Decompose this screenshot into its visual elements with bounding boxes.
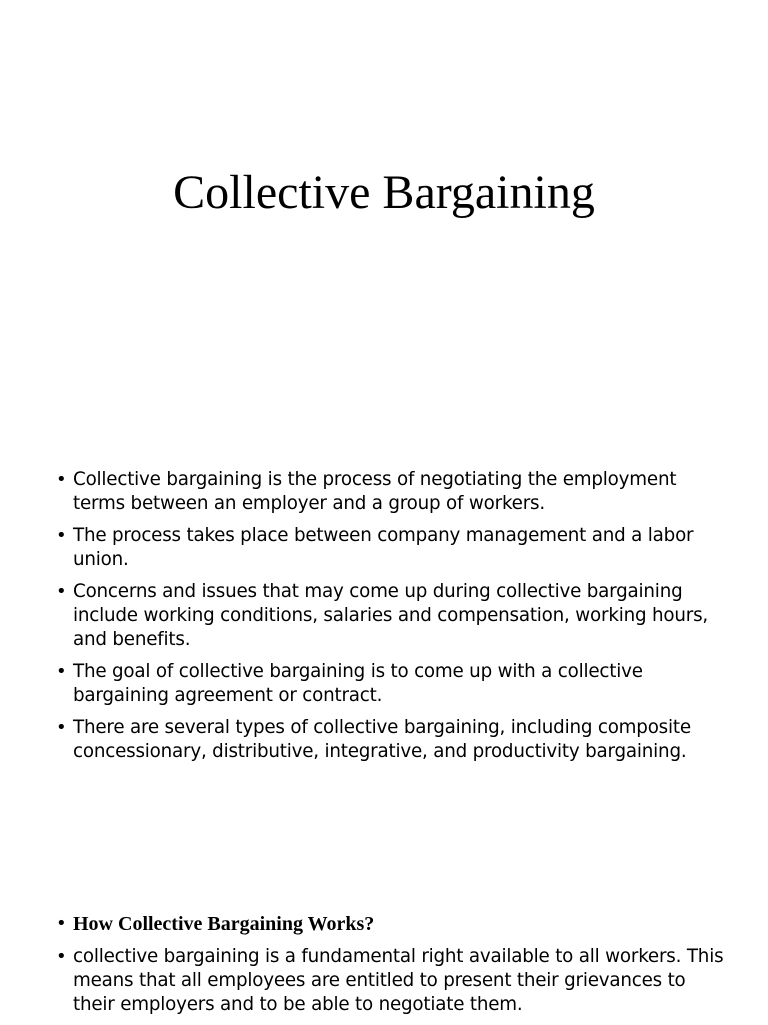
bullet-icon: • (56, 661, 67, 682)
bullet-list-secondary (56, 912, 728, 1025)
bullet-list (56, 468, 728, 772)
list-item (56, 524, 728, 572)
page-title: Collective Bargaining (173, 166, 595, 219)
list-item (56, 580, 728, 652)
bullet-icon: • (56, 913, 67, 934)
bullet-icon: • (56, 469, 67, 490)
list-item-text: collective bargaining is a fundamental right available to all workers. This means that all employees are entitled to present their grievances to their employers and to be able to negotiate them. (73, 946, 724, 1015)
list-item-text: The goal of collective bargaining is to come up with a collective bargaining agreement or contract. (73, 661, 643, 706)
list-item-text: Concerns and issues that may come up during collective bargaining include working conditions, salaries and compensation, working hours, and benefits. (73, 581, 709, 650)
section-heading-item (56, 912, 728, 937)
bullet-icon: • (56, 946, 67, 967)
bullet-icon: • (56, 581, 67, 602)
list-item-text: There are several types of collective bargaining, including composite concessionary, distributive, integrative, and productivity bargaining. (73, 717, 691, 762)
list-item (56, 716, 728, 764)
bullet-icon: • (56, 717, 67, 738)
section-heading: How Collective Bargaining Works? (73, 913, 375, 935)
list-item-text: The process takes place between company management and a labor union. (73, 525, 694, 570)
list-item (56, 660, 728, 708)
list-item (56, 945, 728, 1017)
list-item-text: Collective bargaining is the process of negotiating the employment terms between an employer and a group of workers. (73, 469, 677, 514)
list-item (56, 468, 728, 516)
bullet-icon: • (56, 525, 67, 546)
